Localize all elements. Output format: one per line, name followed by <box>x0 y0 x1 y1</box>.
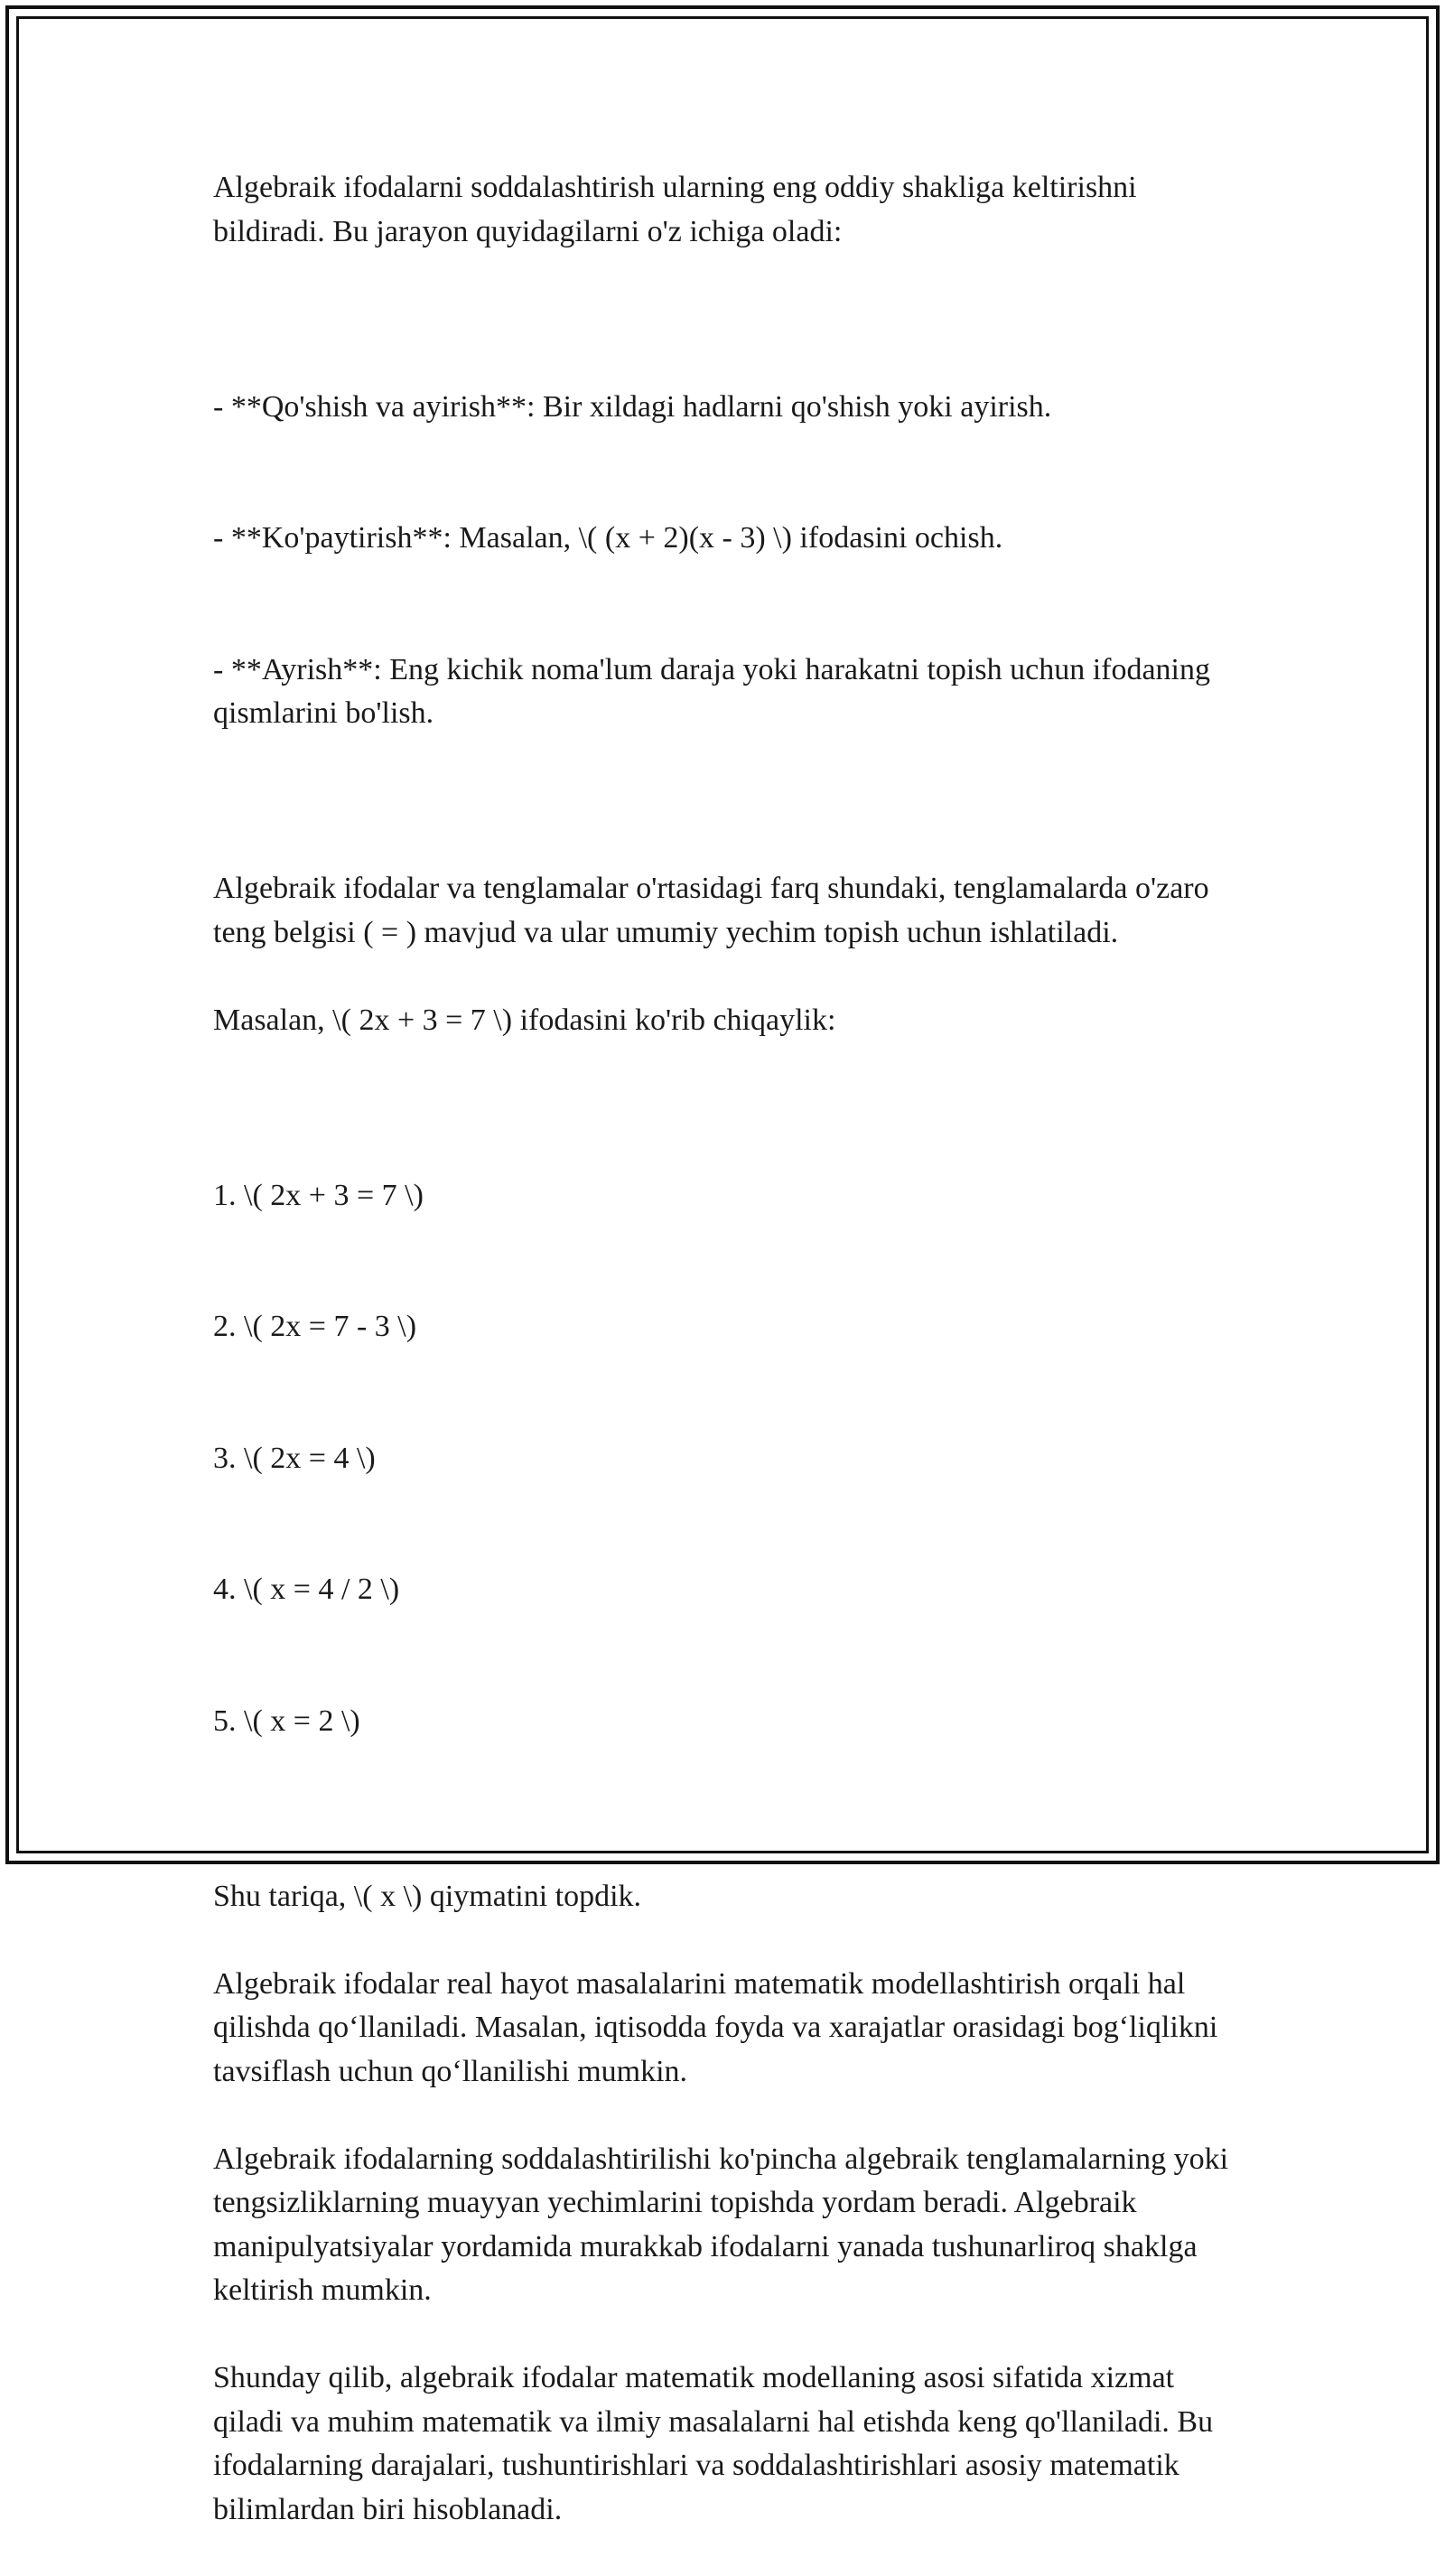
example-intro: Masalan, \( 2x + 3 = 7 \) ifodasini ko'rib chiqaylik: <box>213 1003 836 1037</box>
applications-paragraph: Algebraik ifodalar real hayot masalalarini matematik modellashtirish orqali hal qilishda qo‘llaniladi. Masalan, iqtisodda foyda va xarajatlar orasidagi bog‘liqlikni tavsiflash uchun qo‘llanilishi mumkin. <box>213 1966 1226 2088</box>
step-item: 5. \( x = 2 \) <box>213 1703 360 1738</box>
bullet-item: - **Ayrish**: Eng kichik noma'lum daraja yoki harakatni topish uchun ifodaning qismlarini bo'lish. <box>213 652 1218 730</box>
intro-paragraph: Algebraik ifodalarni soddalashtirish ularning eng oddiy shakliga keltirishni bildiradi. Bu jarayon quyidagilarni o'z ichiga oladi: <box>213 171 1145 248</box>
step-item: 2. \( 2x = 7 - 3 \) <box>213 1310 417 1343</box>
step-item: 3. \( 2x = 4 \) <box>213 1441 376 1475</box>
bullet-item: - **Qo'shish va ayirish**: Bir xildagi hadlarni qo'shish yoki ayirish. <box>213 389 1052 424</box>
result-paragraph: Shu tariqa, \( x \) qiymatini topdik. <box>213 1879 642 1913</box>
bullet-item: - **Ko'paytirish**: Masalan, \( (x + 2)(x - 3) \) ifodasini ochish. <box>213 521 1003 555</box>
difference-paragraph: Algebraik ifodalar va tenglamalar o'rtasidagi farq shundaki, tenglamalarda o'zaro teng belgisi ( = ) mavjud va ular umumiy yechim topish uchun ishlatiladi. <box>213 872 1217 949</box>
step-item: 4. \( x = 4 / 2 \) <box>213 1573 400 1606</box>
conclusion-paragraph: Shunday qilib, algebraik ifodalar matematik modellaning asosi sifatida xizmat qiladi va muhim matematik va ilmiy masalalarni hal etishda keng qo'llaniladi. Bu ifodalarning darajalari, tushuntirishlari va soddalashtirishlari asosiy matematik bilimlardan biri hisoblanadi. <box>213 2361 1221 2526</box>
document-body <box>213 166 1252 2576</box>
bullet-list <box>213 298 1252 824</box>
step-item: 1. \( 2x + 3 = 7 \) <box>213 1178 424 1212</box>
simplification-paragraph: Algebraik ifodalarning soddalashtirilishi ko'pincha algebraik tenglamalarning yoki tengsizliklarning muayyan yechimlarini topishda yordam beradi. Algebraik manipulyatsiyalar yordamida murakkab ifodalarni yanada tushunarliroq shaklga keltirish mumkin. <box>213 2142 1236 2307</box>
solution-steps <box>213 1087 1252 1832</box>
